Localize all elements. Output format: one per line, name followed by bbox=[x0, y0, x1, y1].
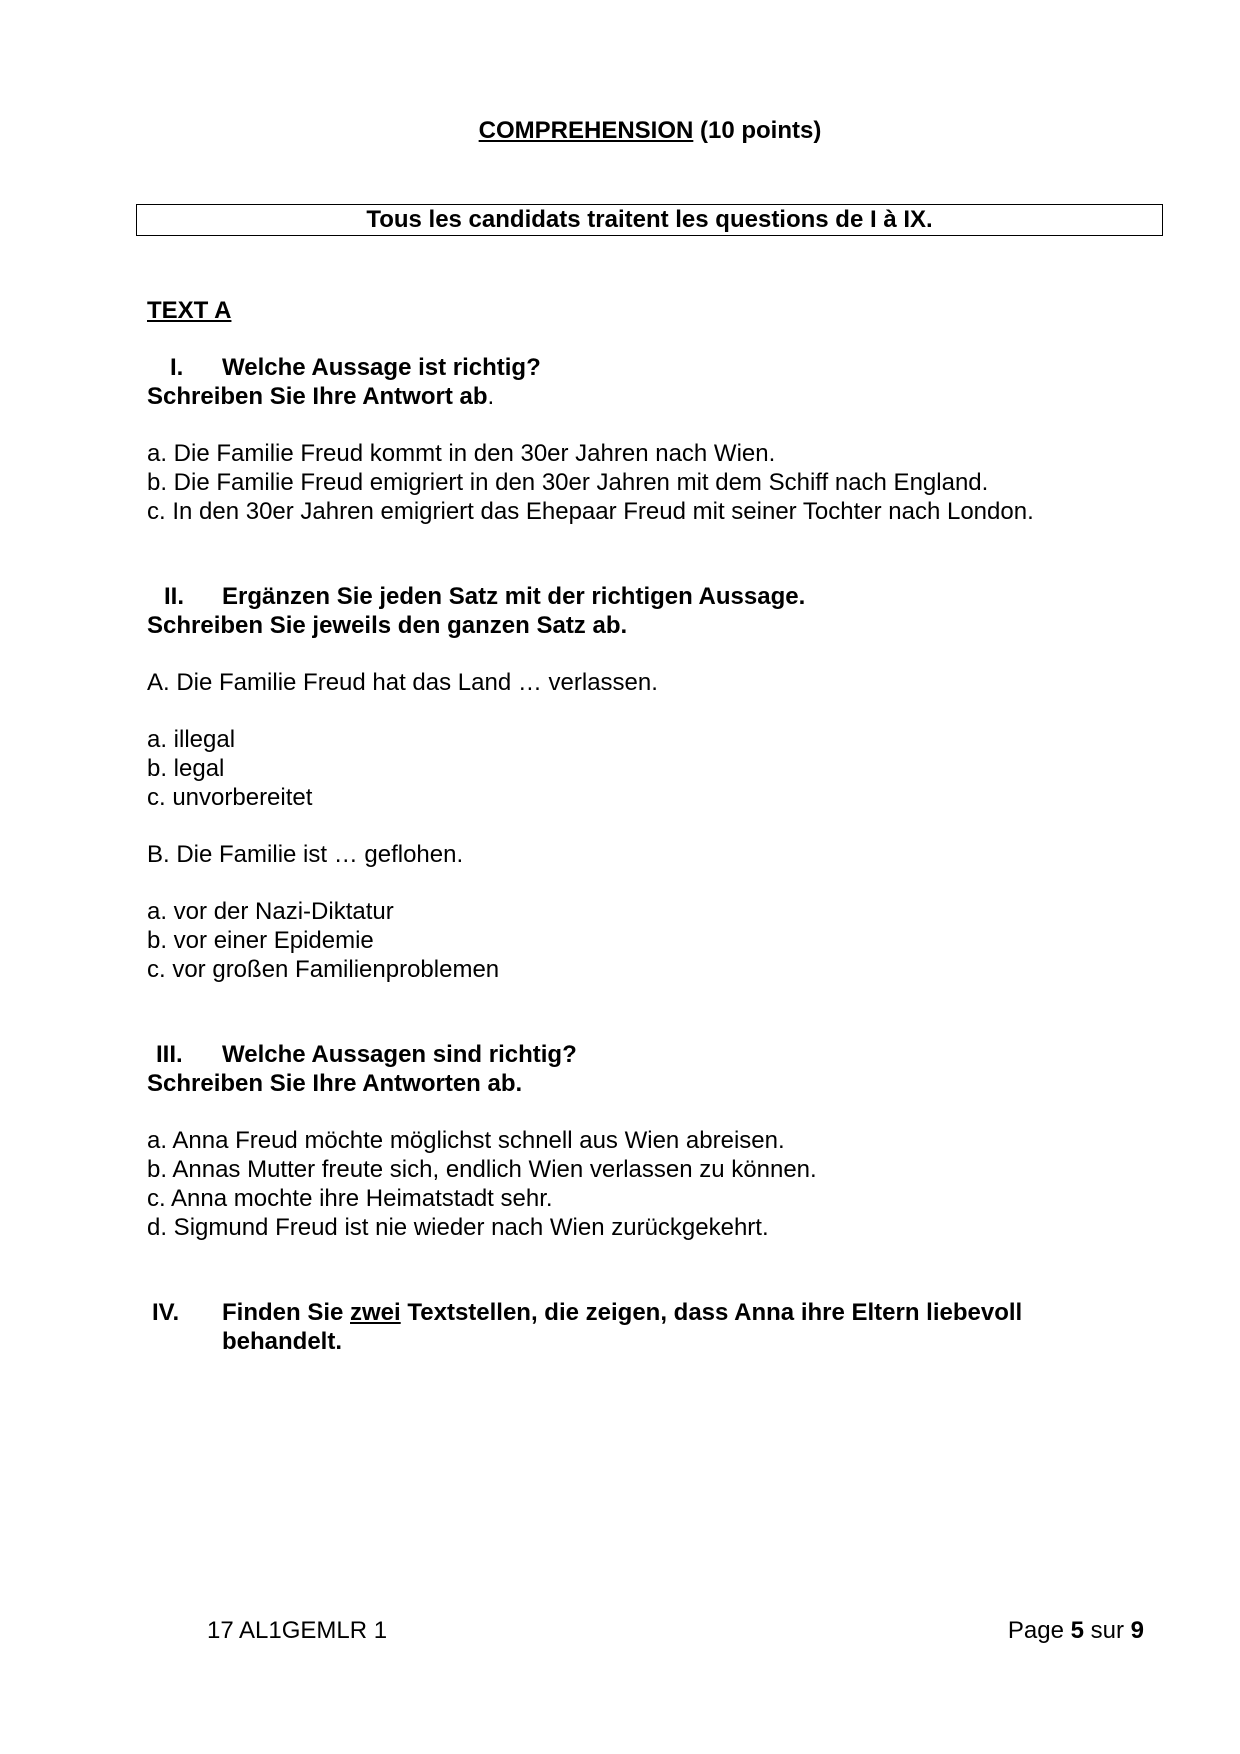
question-2-part-b-stem: B. Die Familie ist … geflohen. bbox=[147, 841, 464, 868]
question-4-heading: Finden Sie zwei Textstellen, die zeigen, dass Anna ihre Eltern liebevoll bbox=[222, 1299, 1023, 1326]
question-2-part-a-option-b: b. legal bbox=[147, 755, 225, 782]
footer-page-number: Page 5 sur 9 bbox=[1007, 1617, 1144, 1644]
question-1-number: I. bbox=[170, 354, 184, 381]
question-3-option-c: c. Anna mochte ihre Heimatstadt sehr. bbox=[147, 1185, 553, 1212]
question-2-heading: Ergänzen Sie jeden Satz mit der richtigen Aussage. bbox=[222, 583, 806, 610]
instruction-box: Tous les candidats traitent les questions de I à IX. bbox=[136, 204, 1163, 236]
question-2-part-b-option-b: b. vor einer Epidemie bbox=[147, 927, 374, 954]
title-points: (10 points) bbox=[693, 117, 822, 144]
question-3-number: III. bbox=[156, 1041, 183, 1068]
footer-code: 17 AL1GEMLR 1 bbox=[207, 1617, 388, 1644]
question-2-part-b-option-c: c. vor großen Familienproblemen bbox=[147, 956, 500, 983]
question-4-heading-line2: behandelt. bbox=[222, 1328, 343, 1355]
question-2-part-a-stem: A. Die Familie Freud hat das Land … verlassen. bbox=[147, 669, 658, 696]
question-2-subheading: Schreiben Sie jeweils den ganzen Satz ab. bbox=[147, 612, 628, 639]
title-main: COMPREHENSION bbox=[478, 117, 694, 144]
question-4-emphasis: zwei bbox=[350, 1299, 401, 1326]
question-1-option-c: c. In den 30er Jahren emigriert das Ehepaar Freud mit seiner Tochter nach London. bbox=[147, 498, 1034, 525]
question-1-option-b: b. Die Familie Freud emigriert in den 30er Jahren mit dem Schiff nach England. bbox=[147, 469, 989, 496]
question-3-subheading: Schreiben Sie Ihre Antworten ab. bbox=[147, 1070, 523, 1097]
question-4-number: IV. bbox=[152, 1299, 180, 1326]
question-1-heading: Welche Aussage ist richtig? bbox=[222, 354, 541, 381]
question-3-option-d: d. Sigmund Freud ist nie wieder nach Wien zurückgekehrt. bbox=[147, 1214, 769, 1241]
page-title bbox=[0, 117, 1240, 145]
question-1-subheading: Schreiben Sie Ihre Antwort ab. bbox=[147, 383, 495, 410]
question-3-option-a: a. Anna Freud möchte möglichst schnell aus Wien abreisen. bbox=[147, 1127, 785, 1154]
question-1-option-a: a. Die Familie Freud kommt in den 30er Jahren nach Wien. bbox=[147, 440, 776, 467]
question-2-part-b-option-a: a. vor der Nazi-Diktatur bbox=[147, 898, 394, 925]
question-2-number: II. bbox=[164, 583, 185, 610]
question-3-heading: Welche Aussagen sind richtig? bbox=[222, 1041, 577, 1068]
question-2-part-a-option-c: c. unvorbereitet bbox=[147, 784, 313, 811]
section-label: TEXT A bbox=[147, 297, 232, 324]
question-2-part-a-option-a: a. illegal bbox=[147, 726, 236, 753]
question-3-option-b: b. Annas Mutter freute sich, endlich Wien verlassen zu können. bbox=[147, 1156, 817, 1183]
